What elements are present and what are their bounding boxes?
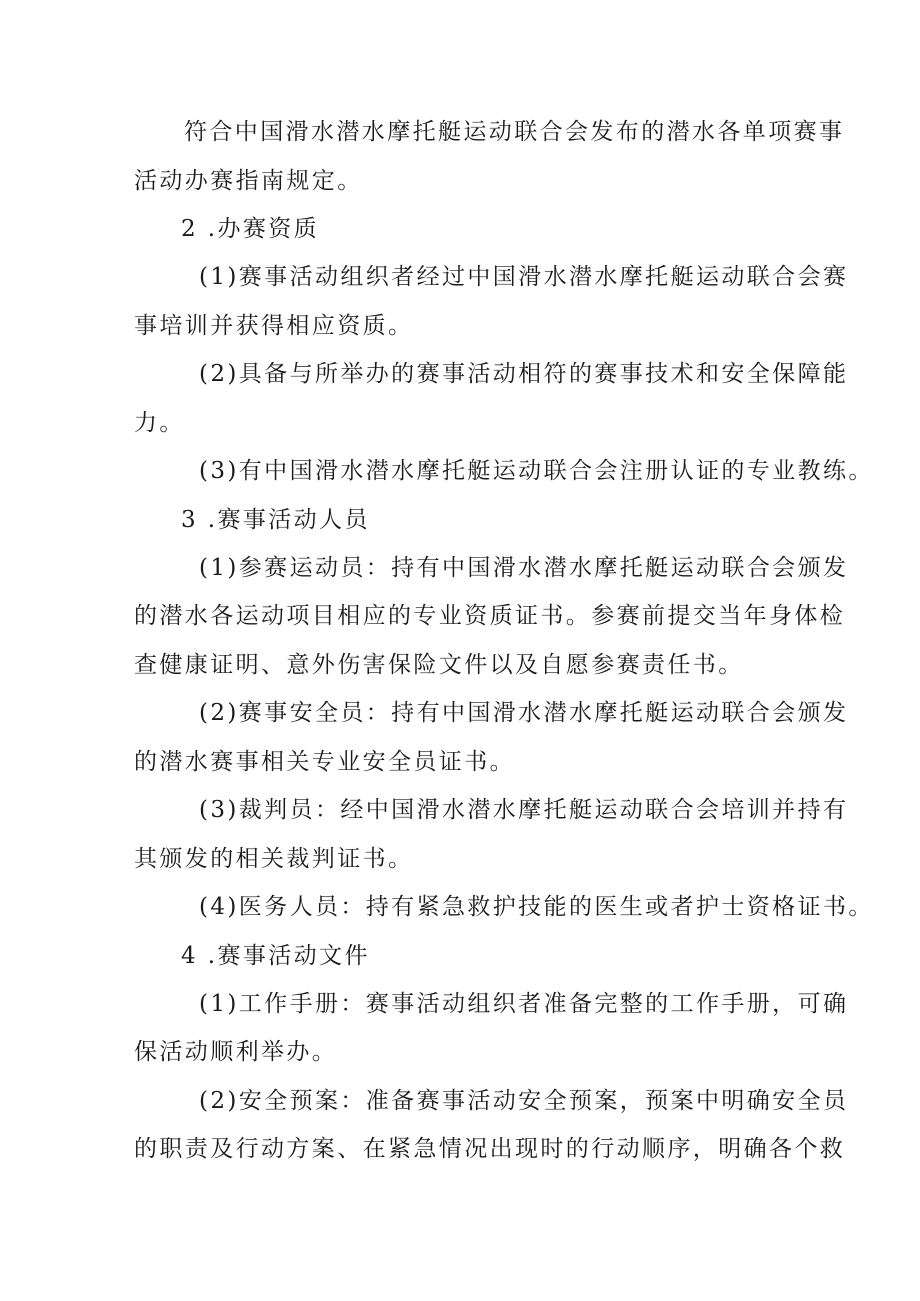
list-item-line: 的潜水赛事相关专业安全员证书。 (134, 749, 515, 775)
list-item-line: (1)工作手册：赛事活动组织者准备完整的工作手册，可确 (199, 991, 849, 1017)
section-heading: 4 .赛事活动文件 (181, 943, 370, 969)
paragraph-line: 活动办赛指南规定。 (134, 168, 363, 194)
list-item-line: 力。 (134, 410, 185, 436)
list-item-line: (2)安全预案：准备赛事活动安全预案，预案中明确安全员 (199, 1088, 849, 1114)
list-item-line: (2)具备与所举办的赛事活动相符的赛事技术和安全保障能 (199, 361, 849, 387)
list-item-line: (1)赛事活动组织者经过中国滑水潜水摩托艇运动联合会赛 (199, 264, 849, 290)
paragraph-line: 符合中国滑水潜水摩托艇运动联合会发布的潜水各单项赛事 (184, 119, 845, 145)
list-item-line: (4)医务人员：持有紧急救护技能的医生或者护士资格证书。 (199, 894, 874, 920)
list-item-line: 的潜水各运动项目相应的专业资质证书。参赛前提交当年身体检 (134, 603, 846, 629)
section-heading: 3 .赛事活动人员 (181, 507, 370, 533)
list-item-line: 查健康证明、意外伤害保险文件以及自愿参赛责任书。 (134, 652, 744, 678)
list-item-line: (3)有中国滑水潜水摩托艇运动联合会注册认证的专业教练。 (199, 458, 874, 484)
list-item-line: (2)赛事安全员：持有中国滑水潜水摩托艇运动联合会颁发 (199, 700, 849, 726)
list-item-line: 其颁发的相关裁判证书。 (134, 846, 414, 872)
list-item-line: (3)裁判员：经中国滑水潜水摩托艇运动联合会培训并持有 (199, 797, 849, 823)
list-item-line: 保活动顺利举办。 (134, 1039, 338, 1065)
section-heading: 2 .办赛资质 (181, 216, 320, 242)
list-item-line: 事培训并获得相应资质。 (134, 313, 414, 339)
list-item-line: 的职责及行动方案、在紧急情况出现时的行动顺序，明确各个救 (134, 1136, 846, 1162)
list-item-line: (1)参赛运动员：持有中国滑水潜水摩托艇运动联合会颁发 (199, 555, 849, 581)
